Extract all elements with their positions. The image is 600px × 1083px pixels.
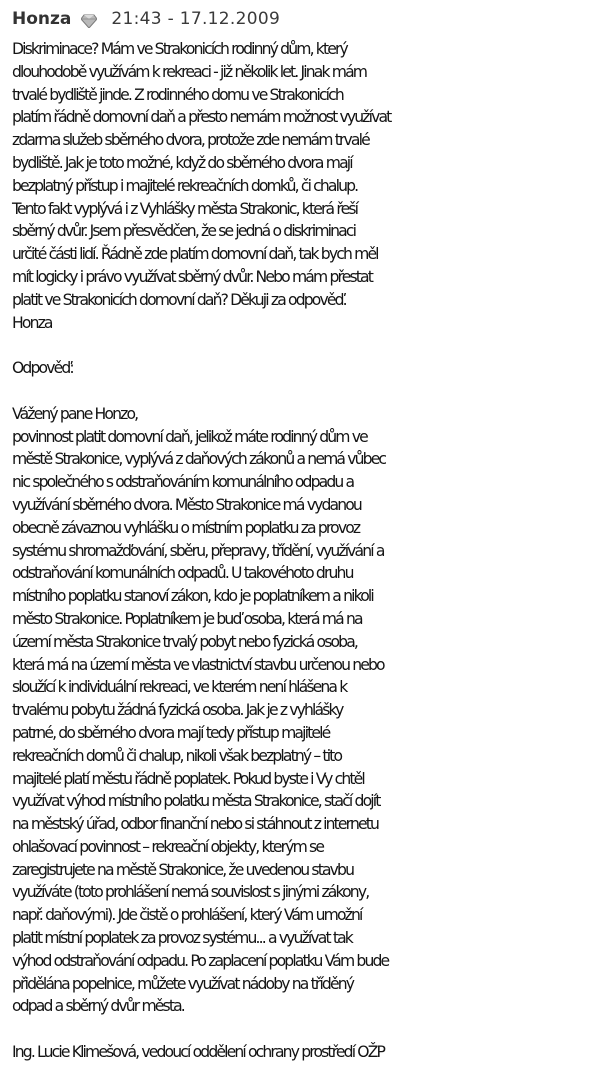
answer-line: povinnost platit domovní daň, jelikož máte rodinný dům ve <box>12 427 367 446</box>
answer-line: výhod odstraňování odpadu. Po zaplacení poplatku Vám bude <box>12 951 389 970</box>
answer-line: trvalému pobytu žádná fyzická osoba. Jak je z vyhlášky <box>12 701 343 720</box>
answer-line: která má na území města ve vlastnictví stavbu určenou nebo <box>12 655 384 674</box>
answer-line: místního poplatku stanoví zákon, kdo je poplatníkem a nikoli <box>12 587 373 606</box>
answer-line: nic společného s odstraňováním komunálního odpadu a <box>12 473 354 492</box>
question-line: sběrný dvůr. Jsem přesvědčen, že se jedná o diskriminaci <box>12 222 356 241</box>
answer-line: ohlašovací povinnost – rekreační objekty, kterým se <box>12 837 324 856</box>
answer-signature: Ing. Lucie Klimešová, vedoucí oddělení ochrany prostředí OŽP <box>12 1043 385 1062</box>
question-line: platit ve Strakonicích domovní daň? Děkuji za odpověď. <box>12 290 346 309</box>
answer-line: např. daňovými). Jde čistě o prohlášení, který Vám umožní <box>12 906 362 925</box>
answer-line: odpad a sběrný dvůr města. <box>12 997 184 1016</box>
spacer <box>12 380 600 403</box>
answer-line: přidělána popelnice, můžete využívat nádoby na tříděný <box>12 974 354 993</box>
answer-line: rekreačních domů či chalup, nikoli však bezplatný – tito <box>12 746 342 765</box>
answer-line: využívání sběrného dvora. Město Strakonice má vydanou <box>12 495 361 514</box>
question-line: bydliště. Jak je toto možné, když do sběrného dvora mají <box>12 153 352 172</box>
question-line: Tento fakt vyplývá i z Vyhlášky města Strakonic, která řeší <box>12 199 358 218</box>
post-header <box>12 6 600 32</box>
question-line: Diskriminace? Mám ve Strakonicích rodinný dům, který <box>12 40 347 58</box>
answer-line: území města Strakonice trvalý pobyt nebo fyzická osoba, <box>12 632 358 651</box>
spacer <box>12 1018 600 1041</box>
question-line: bezplatný přístup i majitelé rekreačních domků, či chalup. <box>12 176 358 195</box>
answer-line: odstraňování komunálních odpadů. U takovéhoto druhu <box>12 564 353 583</box>
question-line: platím řádně domovní daň a přesto nemám možnost využívat <box>12 108 391 127</box>
question-line: mít logicky i právo využívat sběrný dvůr. Nebo mám přestat <box>12 267 372 286</box>
answer-line: patrné, do sběrného dvora mají tedy přístup majitelé <box>12 723 330 742</box>
gem-icon <box>81 13 97 27</box>
answer-line: na městský úřad, odbor finanční nebo si stáhnout z internetu <box>12 815 379 834</box>
question-line: zdarma služeb sběrného dvora, protože zde nemám trvalé <box>12 131 369 150</box>
question-line: dlouhodobě využívám k rekreaci - již několik let. Jinak mám <box>12 62 367 81</box>
answer-line: využíváte (toto prohlášení nemá souvislost s jinými zákony, <box>12 883 369 902</box>
question-signoff: Honza <box>12 313 52 332</box>
answer-line: město Strakonice. Poplatníkem je buď osoba, která má na <box>12 609 362 628</box>
answer-line: platit místní poplatek za provoz systému... a využívat tak <box>12 929 352 948</box>
question-line: určité části lidí. Řádně zde platím domovní daň, tak bych měl <box>12 245 378 264</box>
question-line: trvalé bydliště jinde. Z rodinného domu ve Strakonicích <box>12 85 343 104</box>
answer-line: systému shromažďování, sběru, přepravy, třídění, využívání a <box>12 541 384 560</box>
answer-salutation: Vážený pane Honzo, <box>12 404 138 423</box>
answer-line: majitelé platí městu řádně poplatek. Pokud byste i Vy chtěl <box>12 769 364 788</box>
question-text <box>12 38 600 1064</box>
answer-line: zaregistrujete na městě Strakonice, že uvedenou stavbu <box>12 860 354 879</box>
answer-line: sloužící k individuální rekreaci, ve kterém není hlášena k <box>12 678 347 697</box>
author-name: Honza <box>12 9 72 29</box>
spacer <box>12 334 600 357</box>
answer-line: využívat výhod místního polatku města Strakonice, stačí dojít <box>12 792 380 811</box>
answer-heading: Odpověď: <box>12 359 73 378</box>
post-timestamp: 21:43 - 17.12.2009 <box>111 9 281 29</box>
answer-line: městě Strakonice, vyplývá z daňových zákonů a nemá vůbec <box>12 450 386 469</box>
answer-line: obecně závaznou vyhlášku o místním poplatku za provoz <box>12 518 360 537</box>
